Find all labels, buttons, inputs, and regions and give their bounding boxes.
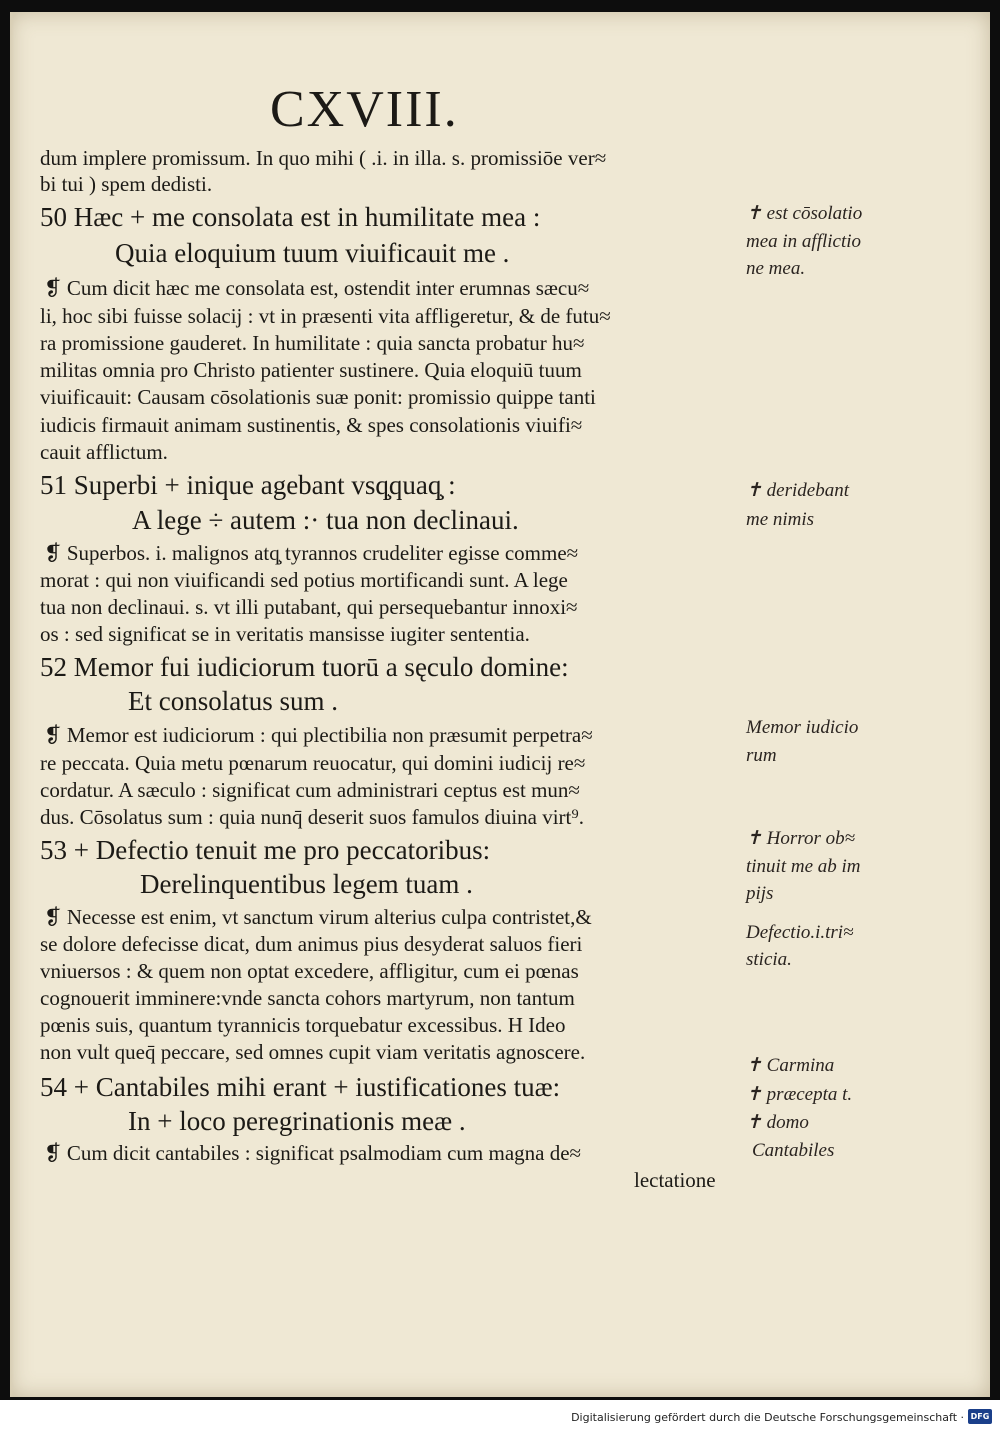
funding-credit: Digitalisierung gefördert durch die Deutsche Forschungsgemeinschaft · <box>571 1411 964 1424</box>
marginal-gloss: ✝ Carmina <box>746 1055 835 1076</box>
commentary-line: viuificauit: Causam cōsolationis suæ ponit: promissio quippe tanti <box>40 385 596 409</box>
verse-line: 52 Memor fui iudiciorum tuorū a sęculo domine: <box>40 652 569 682</box>
commentary-line: vniuersos : & quem non optat excedere, affligitur, cum ei pœnas <box>40 959 579 983</box>
page-edge <box>10 12 14 1397</box>
marginal-gloss: pijs <box>746 883 774 904</box>
marginal-gloss: ✝ deridebant <box>746 480 849 501</box>
commentary-line: li, hoc sibi fuisse solacij : vt in præsenti vita affligeretur, & de futu≈ <box>40 304 611 328</box>
text-line: dum implere promissum. In quo mihi ( .i. in illa. s. promissiōe ver≈ <box>40 146 607 170</box>
folio-number: CXVIII. <box>270 81 459 138</box>
verse-line: Et consolatus sum . <box>128 686 338 716</box>
marginal-gloss: ✝ est cōsolatio <box>746 203 863 224</box>
commentary-line: pœnis suis, quantum tyrannicis torquebatur excessibus. H Ideo <box>40 1013 566 1037</box>
commentary-line: cognouerit imminere:vnde sancta cohors martyrum, non tantum <box>40 986 575 1010</box>
commentary-line: ❡ Memor est iudiciorum : qui plectibilia non præsumit perpetra≈ <box>44 723 593 747</box>
verse-line: A lege ÷ autem :· tua non declinaui. <box>132 505 519 535</box>
verse-line: Derelinquentibus legem tuam . <box>140 869 473 899</box>
commentary-line: ❡ Superbos. i. malignos atq̧ tyrannos crudeliter egisse comme≈ <box>44 541 579 565</box>
commentary-line: ❡ Cum dicit cantabiles : significat psalmodiam cum magna de≈ <box>44 1141 582 1165</box>
marginal-gloss: sticia. <box>746 949 792 970</box>
commentary-line: re peccata. Quia metu pœnarum reuocatur, qui domini iudicij re≈ <box>40 751 586 775</box>
marginal-gloss: ✝ præcepta t. <box>746 1084 853 1105</box>
marginal-gloss: tinuit me ab im <box>746 856 861 877</box>
commentary-line: ❡ Necesse est enim, vt sanctum virum alterius culpa contristet,& <box>44 905 592 929</box>
commentary-line: os : sed significat se in veritatis mansisse iugiter sententia. <box>40 622 530 646</box>
commentary-line: ra promissione gauderet. In humilitate : quia sancta probatur hu≈ <box>40 331 585 355</box>
commentary-line: dus. Cōsolatus sum : quia nunq̄ deserit suos famulos diuina virt⁹. <box>40 805 584 829</box>
commentary-line: ❡ Cum dicit hæc me consolata est, ostendit inter erumnas sæcu≈ <box>44 276 590 300</box>
verse-line: 50 Hæc + me consolata est in humilitate mea : <box>40 202 541 232</box>
marginal-gloss: rum <box>746 745 777 766</box>
commentary-line: cordatur. A sæculo : significat cum administrari ceptus est mun≈ <box>40 778 580 802</box>
verse-line: 53 + Defectio tenuit me pro peccatoribus: <box>40 835 491 865</box>
commentary-line: non vult queq̄ peccare, sed omnes cupit viam veritatis agnoscere. <box>40 1040 586 1064</box>
marginal-gloss: ✝ Horror ob≈ <box>746 828 856 849</box>
commentary-line: morat : qui non viuificandi sed potius mortificandi sunt. A lege <box>40 568 568 592</box>
commentary-line: cauit afflictum. <box>40 440 168 464</box>
verse-line: In + loco peregrinationis meæ . <box>128 1106 466 1136</box>
commentary-line: lectatione <box>634 1168 716 1192</box>
dfg-logo: DFG <box>968 1409 992 1424</box>
verse-line: Quia eloquium tuum viuificauit me . <box>115 238 510 268</box>
marginal-gloss: me nimis <box>746 509 815 530</box>
verse-line: 54 + Cantabiles mihi erant + iustificationes tuæ: <box>40 1072 561 1102</box>
marginal-gloss: Defectio.i.tri≈ <box>746 922 854 943</box>
verse-line: 51 Superbi + inique agebant vsq̧quaq̧ : <box>40 470 456 500</box>
commentary-line: tua non declinaui. s. vt illi putabant, qui persequebantur innoxi≈ <box>40 595 578 619</box>
marginal-gloss: ne mea. <box>746 258 806 279</box>
commentary-line: militas omnia pro Christo patienter sustinere. Quia eloquiū tuum <box>40 358 582 382</box>
text-line: bi tui ) spem dedisti. <box>40 172 213 196</box>
commentary-line: iudicis firmauit animam sustinentis, & spes consolationis viuifi≈ <box>40 413 583 437</box>
commentary-line: se dolore defecisse dicat, dum animus pius desyderat saluos fieri <box>40 932 583 956</box>
marginal-gloss: mea in afflictio <box>746 231 862 252</box>
marginal-gloss: Memor iudicio <box>746 717 859 738</box>
marginal-gloss: ✝ domo <box>746 1112 809 1133</box>
marginal-gloss: Cantabiles <box>752 1140 835 1161</box>
